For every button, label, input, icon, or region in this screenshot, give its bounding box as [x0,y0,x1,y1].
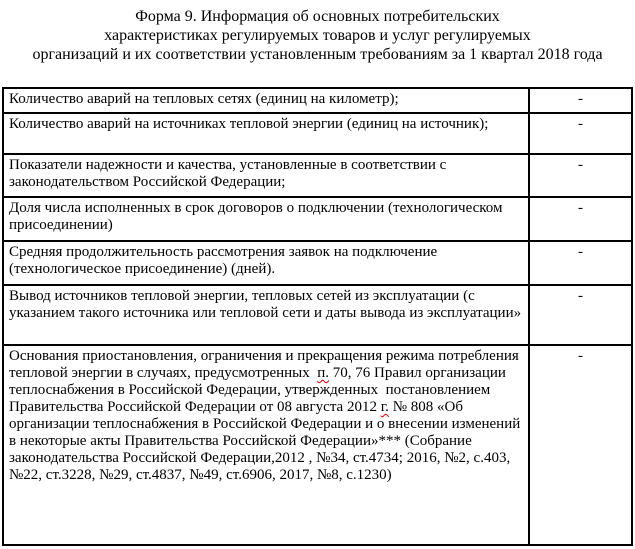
title-line-3: организаций и их соответствии установленным требованиям за 1 квартал 2018 года [32,46,603,63]
row-label [3,345,529,545]
table-row [3,241,632,285]
row-value: - [529,285,632,345]
row-label: Количество аварий на источниках тепловой энергии (единиц на источник); [3,113,529,154]
row-value: - [529,154,632,197]
table-row [3,113,632,154]
form9-table [2,87,633,546]
row-value: - [529,88,632,113]
row-text-segment: 70, 76 Правил организации теплоснабжения в Российской Федерации, утвержденных постановлением Правительства Российской Федерации от 08 августа 2012 [9,365,510,415]
row-value: - [529,345,632,545]
title-line-1: Форма 9. Информация об основных потребительских [135,8,500,25]
row-label: Вывод источников тепловой энергии, тепловых сетей из эксплуатации (с указанием такого источника или тепловой сети и даты вывода из эксплуатации» [3,285,529,345]
row-text-segment: Основания приостановления, ограничения и прекращения режима потребления тепловой энергии в случаях, предусмотренных [9,348,523,381]
title-line-2: характеристиках регулируемых товаров и услуг регулируемых [104,27,531,44]
row-text-segment: № 808 «Об организации теплоснабжения в Российской Федерации и о внесении изменений в некоторые акты Правительства Российской Федерации»*** (Собрание законодательства Российской Федерации,2012 , №34, ст.4734; 2016, №2, с.403, №22, ст.3228, №29, ст.4837, №49, ст.6906, 2017, №8, с.1230) [9,399,525,483]
document-title [0,0,635,64]
spellcheck-word: п. [317,365,330,381]
row-label: Доля числа исполненных в срок договоров о подключении (технологическом присоединении) [3,197,529,241]
row-value: - [529,197,632,241]
table-row [3,345,632,545]
table-row [3,285,632,345]
table-row [3,197,632,241]
row-label: Средняя продолжительность рассмотрения заявок на подключение (технологическое присоединение) (дней). [3,241,529,285]
row-label: Показатели надежности и качества, установленные в соответствии с законодательством Российской Федерации; [3,154,529,197]
row-value: - [529,113,632,154]
table-row [3,88,632,113]
row-label: Количество аварий на тепловых сетях (единиц на километр); [3,88,529,113]
table-row [3,154,632,197]
spellcheck-word: г. [380,399,389,415]
row-value: - [529,241,632,285]
